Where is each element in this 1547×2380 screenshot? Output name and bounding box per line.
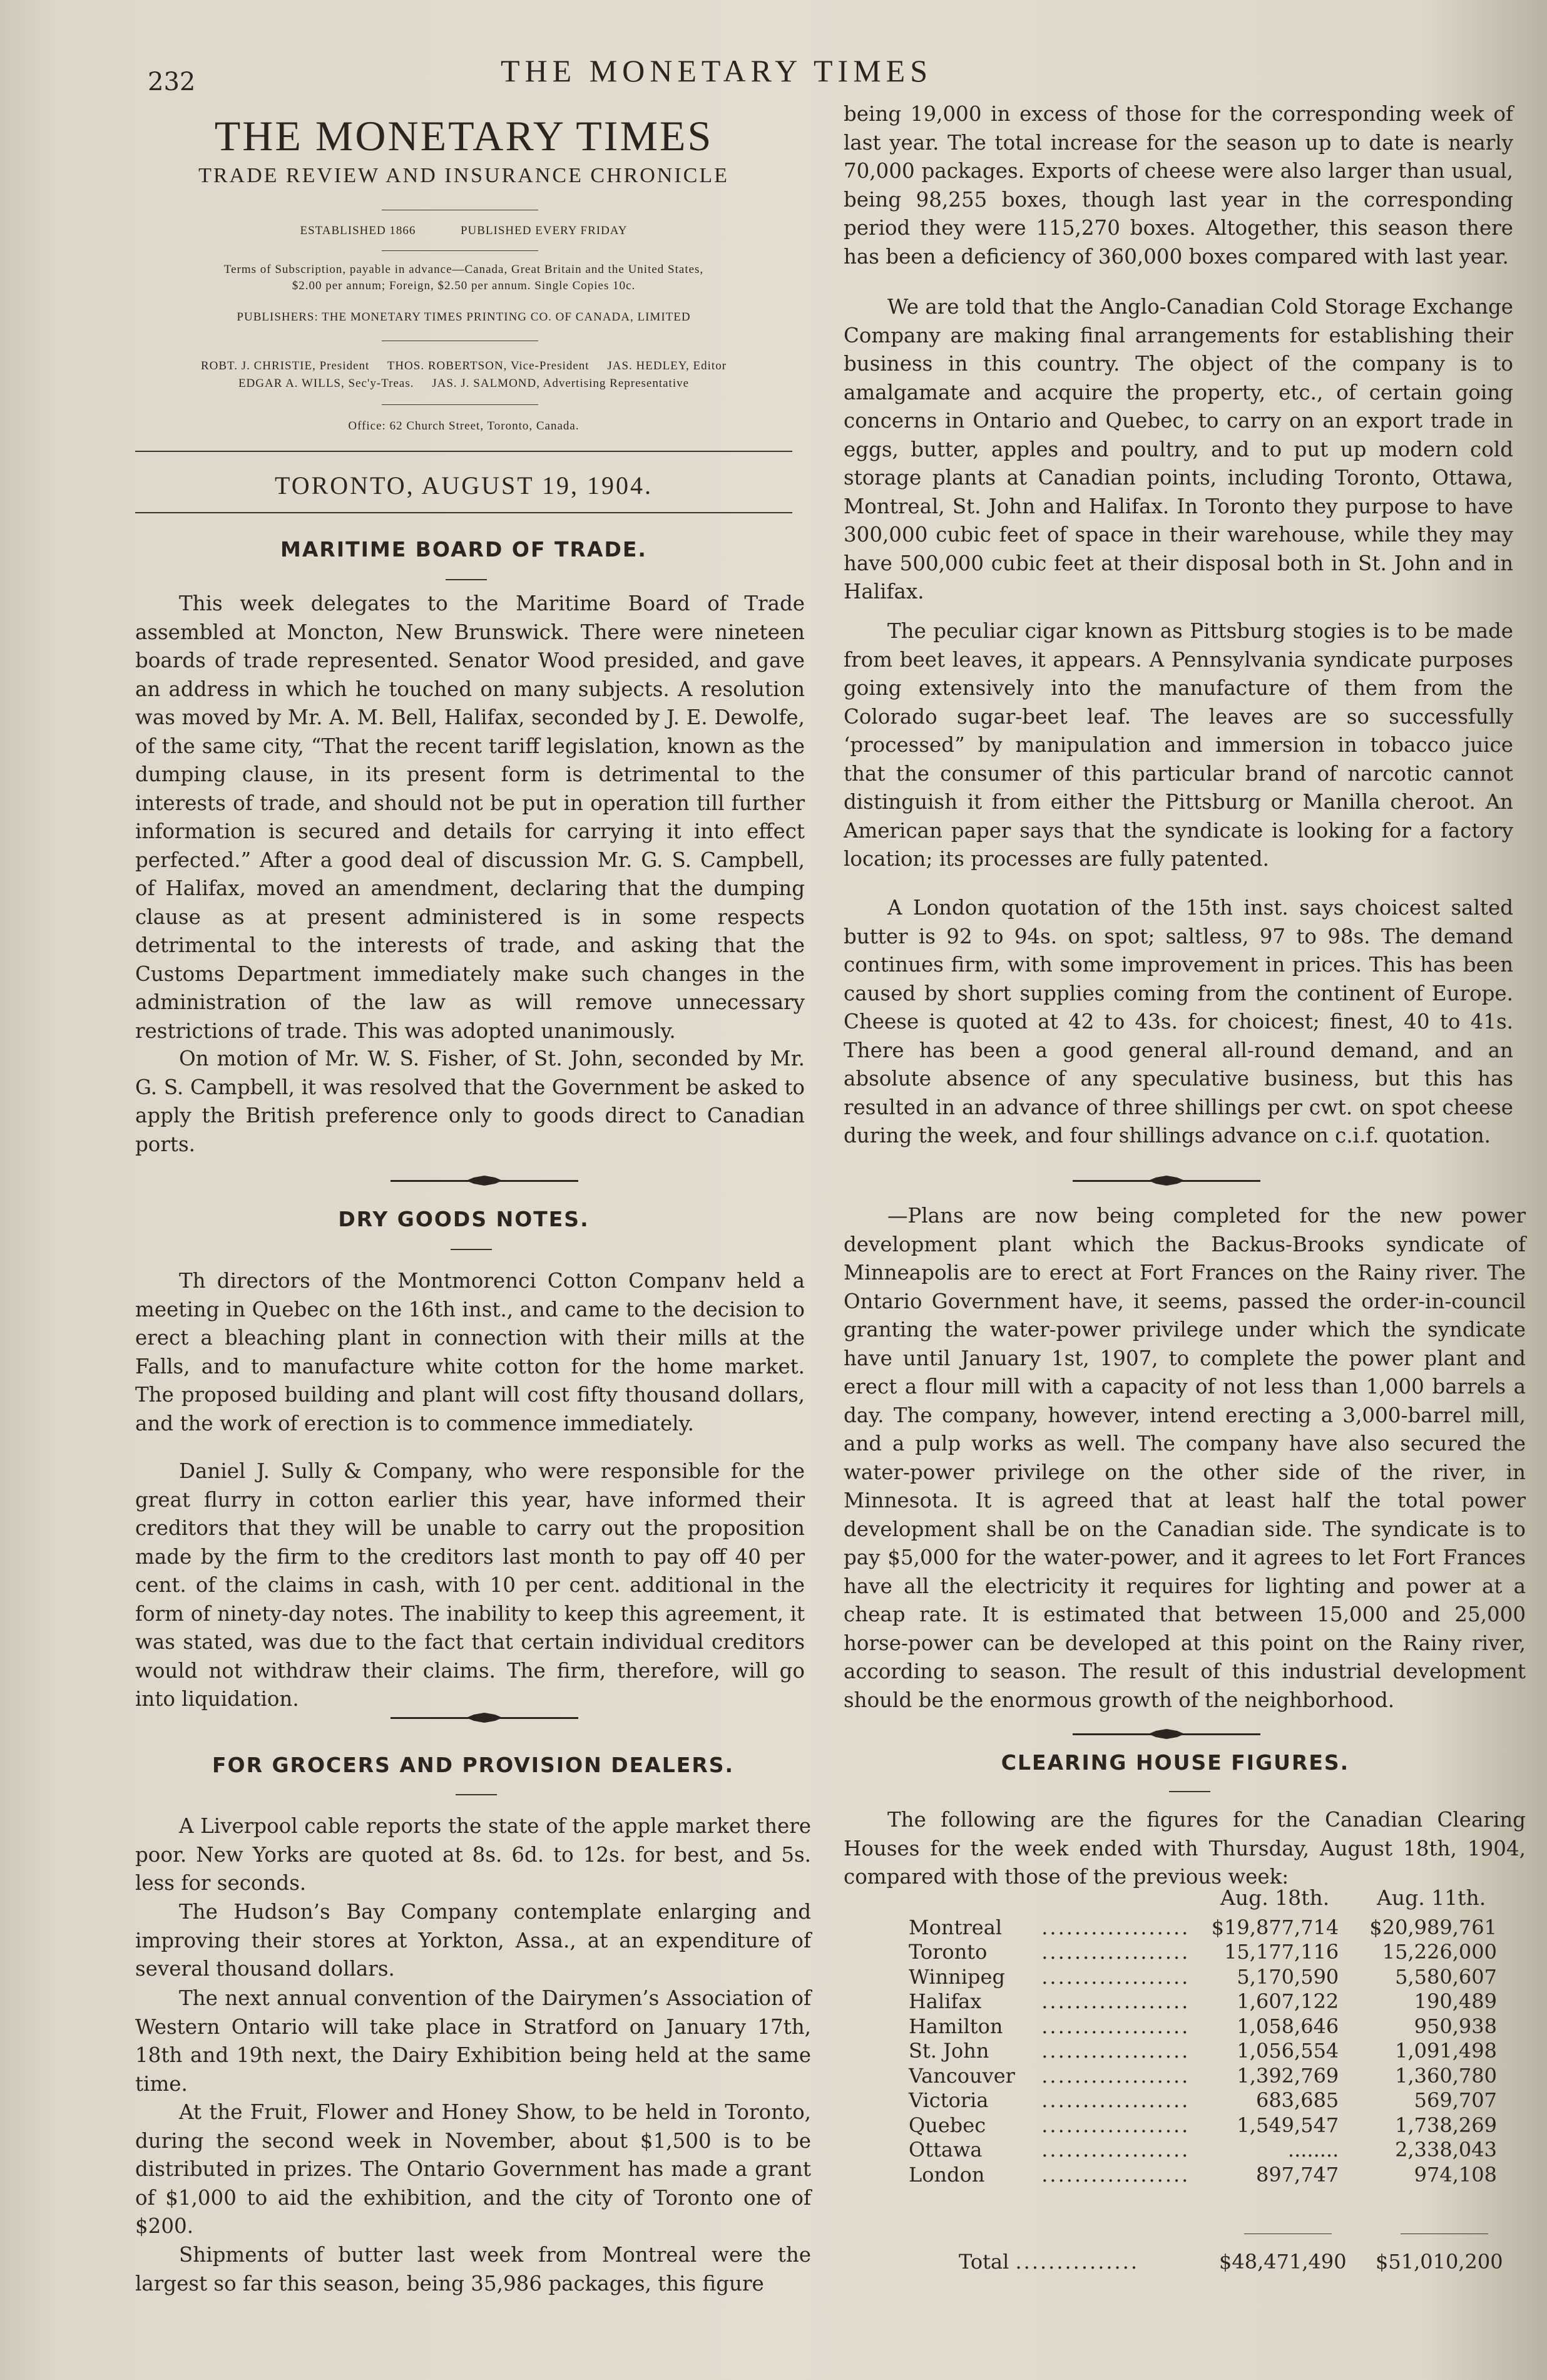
value-aug-11: 15,226,000 [1382, 1940, 1497, 1964]
heading-rule [451, 1249, 492, 1250]
heading-clearing-house: CLEARING HOUSE FIGURES. [1001, 1750, 1350, 1775]
maritime-paragraph-1: This week delegates to the Maritime Board of Trade assembled at Moncton, New Brunswick. There were nineteen boards of trade represented. Senator Wood presided, and gave an address in which he touched on many subjects. A resolution was moved by Mr. A. M. Bell, Halifax, seconded by J. E. Dewolfe, of the same city, “That the recent tariff legislation, known as the dumping clause, in its present form is detrimental to the interests of trade, and should not be put in operation till further information is secured and details for carrying it into effect perfected.” After a good deal of discussion Mr. G. S. Campbell, of Halifax, moved an amendment, declaring that the dumping clause as at present administered is in some respects detrimental to the interests of trade, and asking that the Customs Department immediately make such changes in the administration of the law as will remove unnecessary restrictions of trade. This was adopted unanimously. [135, 592, 805, 1043]
plans-paragraph: —Plans are now being completed for the new power development plant which the Backus-Brooks syndicate of Minneapolis are to erect at Fort Frances on the Rainy river. The Ontario Government have, it seems, passed the order-in-council granting the water-power privilege under which the syndicate have until January 1st, 1907, to complete the power plant and erect a flour mill with a capacity of not less than 1,000 barrels a day. The company, however, intend erecting a 3,000-barrel mill, and a pulp works as well. The company have also secured the water-power privilege on the other side of the river, in Minnesota. It is agreed that at least half the total power development shall be on the Canadian side. The syndicate is to pay $5,000 for the water-power, and it agrees to let Fort Frances have all the electricity it requires for lighting and power at a cheap rate. It is estimated that between 15,000 and 25,000 horse-power can be developed at this point on the Rainy river, according to season. The result of this industrial development should be the enormous growth of the neighborhood. [844, 1204, 1526, 1712]
running-head: THE MONETARY TIMES [501, 53, 932, 88]
total-row [959, 2250, 1139, 2274]
city-name: Montreal [909, 1915, 1003, 1939]
clearing-table-row [909, 2137, 1497, 2162]
butter-continued-paragraph: being 19,000 in excess of those for the corresponding week of last year. The total increase for the season up to date is nearly 70,000 packages. Exports of cheese were also larger than usual, being 98,255 boxes, though last year in the corresponding period they were 115,270 boxes. Altogether, this season there has been a deficiency of 360,000 boxes compared with last year. [844, 102, 1513, 269]
value-aug-18: 1,392,769 [1237, 2063, 1339, 2088]
heading-maritime: MARITIME BOARD OF TRADE. [280, 537, 647, 562]
leader-dots: .................. [1041, 1940, 1190, 1964]
leader-dots: .................. [1041, 2063, 1190, 2088]
stogies-paragraph: The peculiar cigar known as Pittsburg stogies is to be made from beet leaves, it appears. A Pennsylvania syndicate purposes going extensively into the manufacture of them from the Colorado sugar-beet leaf. The leaves are so successfully ‘processed” by manipulation and immersion in tobacco juice that the consumer of this particular brand of narcotic cannot distinguish it from either the Pittsburg or Manilla cheroot. An American paper says that the syndicate is looking for a factory location; its processes are fully patented. [844, 619, 1513, 871]
city-name: Quebec [909, 2113, 986, 2137]
leader-dots: .................. [1041, 1964, 1190, 1989]
value-aug-11: 190,489 [1414, 1989, 1497, 2013]
page-number: 232 [148, 68, 196, 96]
value-aug-11: 2,338,043 [1395, 2138, 1497, 2162]
column-header-aug-18: Aug. 18th. [1220, 1885, 1330, 1910]
leader-dots: .................. [1041, 2014, 1190, 2038]
drygoods-paragraph-2: Daniel J. Sully & Company, who were responsible for the great flurry in cotton earlier this year, have informed their creditors that they will be unable to carry out the proposition made by the firm to the creditors last month to pay off 40 per cent. of the claims in cash, with 10 per cent. additional in the form of ninety-day notes. The inability to keep this agreement, it was stated, was due to the fact that certain individual creditors would not withdraw their claims. The firm, therefore, will go into liquidation. [135, 1459, 805, 1711]
city-name: Hamilton [909, 2014, 1003, 2038]
value-aug-18: 1,549,547 [1237, 2113, 1339, 2137]
clearing-table-row [909, 2038, 1497, 2063]
value-aug-18: 683,685 [1255, 2088, 1339, 2112]
city-name: Vancouver [909, 2063, 1015, 2088]
leader-dots: .................. [1041, 2088, 1190, 2112]
clearing-table-row [909, 1989, 1497, 2014]
total-label: Total [959, 2250, 1009, 2274]
clearing-table [909, 1914, 1497, 2187]
clearing-table-row [909, 2088, 1497, 2113]
city-name: Victoria [909, 2088, 989, 2112]
value-aug-18: $19,877,714 [1211, 1915, 1339, 1939]
value-aug-18: 15,177,116 [1224, 1940, 1339, 1964]
city-name: Halifax [909, 1989, 982, 2013]
value-aug-11: $20,989,761 [1369, 1915, 1497, 1939]
leader-dots: .................. [1041, 1915, 1190, 1939]
masthead-rule [382, 250, 538, 251]
clearing-table-row [909, 2112, 1497, 2137]
dateline-rule-bottom [135, 512, 792, 513]
heading-rule [446, 579, 487, 580]
grocers-paragraph-3: The next annual convention of the Dairymen’s Association of Western Ontario will take place in Stratford on January 17th, 18th and 19th next, the Dairy Exhibition being held at the same time. [135, 1986, 811, 2096]
london-quotation-paragraph: A London quotation of the 15th inst. says choicest salted butter is 92 to 94s. on spot; saltless, 97 to 98s. The demand continues firm, with some improvement in prices. This has been caused by short supplies coming from the continent of Europe. Cheese is quoted at 42 to 43s. for choicest; finest, 40 to 41s. There has been a good general all-round demand, and an absolute absence of any speculative business, but this has resulted in an advance of three shillings per cwt. on spot cheese during the week, and four shillings advance on c.i.f. quotation. [844, 896, 1513, 1147]
value-aug-18: ........ [1287, 2138, 1339, 2162]
section-divider-ornament [1073, 1728, 1260, 1740]
value-aug-11: 1,091,498 [1395, 2039, 1497, 2063]
publishers-line: PUBLISHERS: THE MONETARY TIMES PRINTING CO. OF CANADA, LIMITED [237, 310, 691, 324]
section-divider-ornament [391, 1711, 578, 1724]
clearing-table-row [909, 2162, 1497, 2187]
staff-line-1: ROBT. J. CHRISTIE, President THOS. ROBERTSON, Vice-President JAS. HEDLEY, Editor [200, 359, 727, 372]
grocers-paragraph-5: Shipments of butter last week from Montreal were the largest so far this season, being 35,986 packages, this figure [135, 2243, 811, 2295]
city-name: London [909, 2162, 985, 2187]
heading-dry-goods: DRY GOODS NOTES. [338, 1207, 590, 1231]
city-name: Toronto [909, 1940, 988, 1964]
heading-grocers: FOR GROCERS AND PROVISION DEALERS. [212, 1753, 735, 1777]
leader-dots: .................. [1041, 2138, 1190, 2162]
grocers-paragraph-1: A Liverpool cable reports the state of the apple market there poor. New Yorks are quoted at 8s. 6d. to 12s. for best, and 5s. less for seconds. [135, 1814, 811, 1895]
clearing-table-row [909, 1964, 1497, 1989]
value-aug-18: 5,170,590 [1237, 1964, 1339, 1989]
leader-dots: .................. [1041, 2162, 1190, 2187]
value-aug-18: 1,058,646 [1237, 2014, 1339, 2038]
dateline: TORONTO, AUGUST 19, 1904. [275, 471, 653, 500]
leader-dots: .................. [1041, 1989, 1190, 2013]
masthead-established-line [135, 224, 792, 238]
heading-rule [1169, 1791, 1210, 1792]
clearing-table-row [909, 1939, 1497, 1964]
dateline-rule-top [135, 451, 792, 452]
terms-line-2: $2.00 per annum; Foreign, $2.50 per annum. Single Copies 10c. [292, 279, 636, 292]
maritime-paragraph-2: On motion of Mr. W. S. Fisher, of St. John, seconded by Mr. G. S. Campbell, it was resolved that the Government be asked to apply the British preference only to goods direct to Canadian ports. [135, 1047, 805, 1156]
leader-dots: ............... [1015, 2250, 1140, 2274]
value-aug-11: 1,738,269 [1395, 2113, 1497, 2137]
cold-storage-paragraph: We are told that the Anglo-Canadian Cold Storage Exchange Company are making final arrangements for establishing their business in this country. The object of the company is to amalgamate and acquire the property, etc., of certain going concerns in Ontario and Quebec, to carry on an export trade in eggs, butter, apples and poultry, and to put up modern cold storage plants at Canadian points, including Toronto, Ottawa, Montreal, St. John and Halifax. In Toronto they purpose to have 300,000 cubic feet of space in their warehouse, while they may have 500,000 cubic feet at their disposal both in St. John and in Halifax. [844, 295, 1513, 603]
city-name: Ottawa [909, 2138, 983, 2162]
terms-line-1: Terms of Subscription, payable in advance—Canada, Great Britain and the United States, [223, 263, 704, 276]
grocers-paragraph-4: At the Fruit, Flower and Honey Show, to be held in Toronto, during the second week in November, about $1,500 is to be distributed in prizes. The Ontario Government has made a grant of $1,000 to aid the exhibition, and the city of Toronto one of $200. [135, 2100, 811, 2238]
grocers-paragraph-2: The Hudson’s Bay Company contemplate enlarging and improving their stores at Yorkton, Assa., at an expenditure of several thousand dollars. [135, 1900, 811, 1981]
clearing-table-row [909, 1914, 1497, 1939]
drygoods-paragraph-1: Th directors of the Montmorenci Cotton Companv held a meeting in Quebec on the 16th inst., and came to the decision to erect a bleaching plant in connection with their mills at the Falls, and to manufacture white cotton for the home market. The proposed building and plant will cost fifty thousand dollars, and the work of erection is to commence immediately. [135, 1269, 805, 1435]
clearing-intro: The following are the figures for the Canadian Clearing Houses for the week ended with Thursday, August 18th, 1904, compared with those of the previous week: [844, 1808, 1526, 1889]
heading-rule [456, 1794, 497, 1795]
city-name: Winnipeg [909, 1964, 1005, 1989]
staff-line-2: EDGAR A. WILLS, Sec'y-Treas. JAS. J. SALMOND, Advertising Representative [238, 377, 690, 390]
value-aug-18: 1,056,554 [1237, 2039, 1339, 2063]
value-aug-11: 950,938 [1414, 2014, 1497, 2038]
masthead-subtitle: TRADE REVIEW AND INSURANCE CHRONICLE [198, 164, 729, 187]
value-aug-11: 5,580,607 [1395, 1964, 1497, 1989]
published: PUBLISHED EVERY FRIDAY [460, 224, 628, 237]
value-aug-11: 569,707 [1414, 2088, 1497, 2112]
office-line: Office: 62 Church Street, Toronto, Canada. [348, 419, 579, 433]
clearing-table-row [909, 2063, 1497, 2088]
leader-dots: .................. [1041, 2039, 1190, 2063]
value-aug-11: 974,108 [1414, 2162, 1497, 2187]
section-divider-ornament [391, 1174, 578, 1187]
masthead-title: THE MONETARY TIMES [214, 112, 713, 160]
leader-dots: .................. [1041, 2113, 1190, 2137]
total-aug-18: $48,471,490 [1219, 2250, 1347, 2274]
clearing-table-row [909, 2013, 1497, 2038]
value-aug-11: 1,360,780 [1395, 2063, 1497, 2088]
total-aug-11: $51,010,200 [1376, 2250, 1503, 2274]
established: ESTABLISHED 1866 [300, 224, 416, 237]
masthead-rule [382, 404, 538, 405]
column-header-aug-11: Aug. 11th. [1377, 1885, 1486, 1910]
value-aug-18: 897,747 [1255, 2162, 1339, 2187]
value-aug-18: 1,607,122 [1237, 1989, 1339, 2013]
section-divider-ornament [1073, 1174, 1260, 1187]
city-name: St. John [909, 2039, 989, 2063]
